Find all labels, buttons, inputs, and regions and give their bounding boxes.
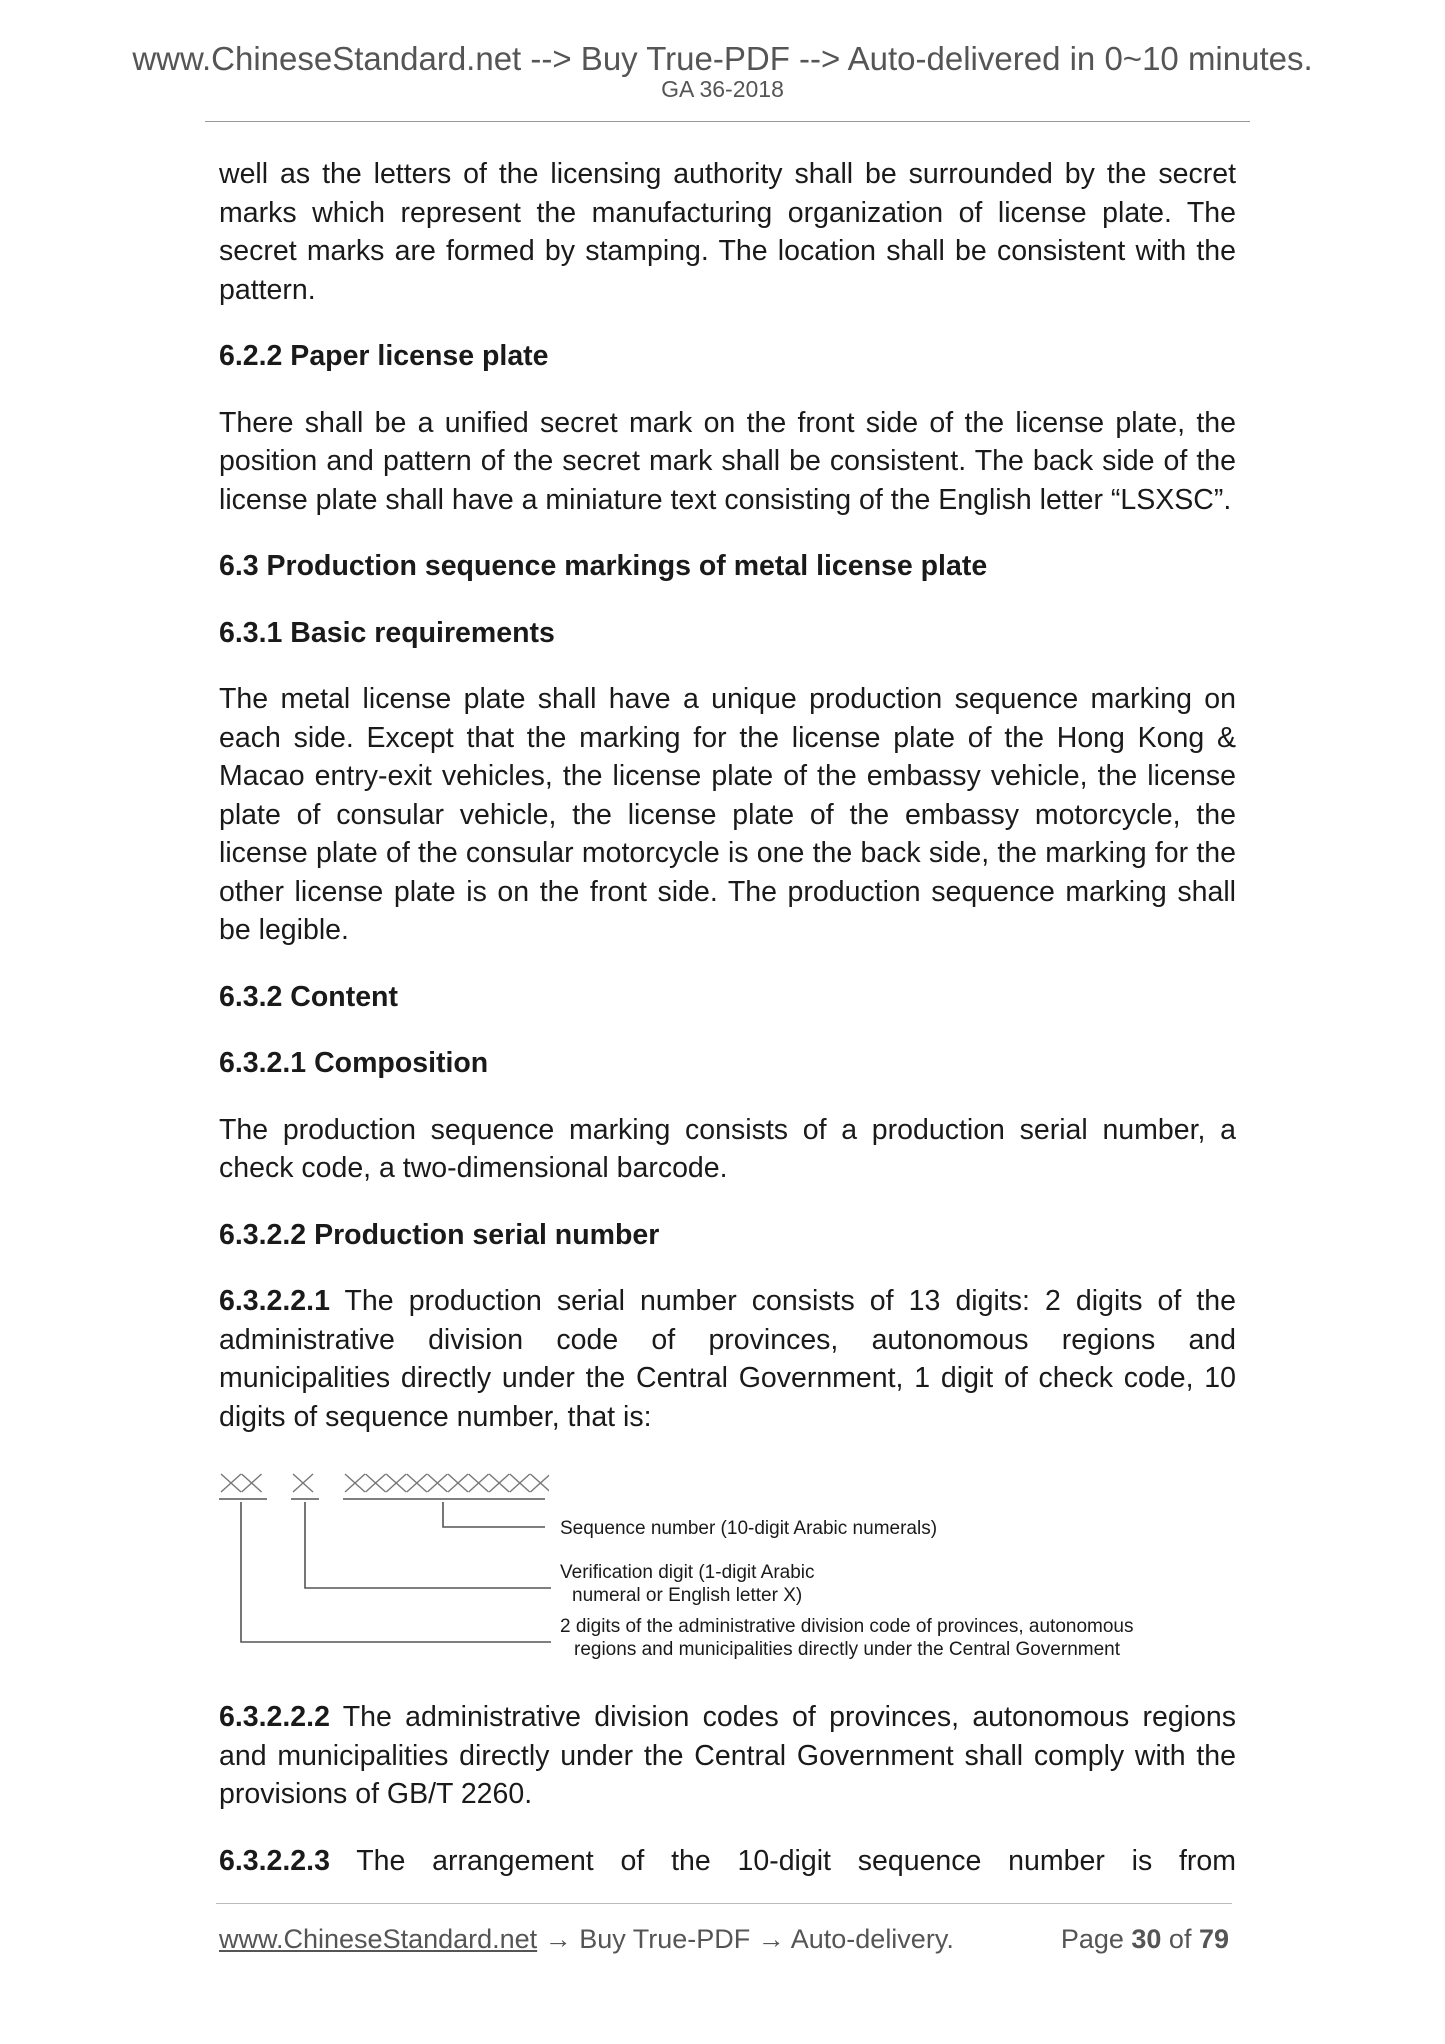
section-heading-6-3: 6.3 Production sequence markings of metal license plate [219,550,988,582]
label-verification-digit-cont: numeral or English letter X) [572,1585,803,1606]
section-heading-6-3-1: 6.3.1 Basic requirements [219,616,555,649]
label-sequence-number: Sequence number (10-digit Arabic numerals) [560,1518,938,1539]
top-banner: www.ChineseStandard.net --> Buy True-PDF --> Auto-delivered in 0~10 minutes. [132,40,1313,77]
clause-number: 6.3.2.2.3 [219,1844,330,1877]
clause-number: 6.3.2.2.2 [219,1701,330,1733]
section-heading-6-3-2-2: 6.3.2.2 Production serial number [219,1218,660,1251]
serial-placeholder-glyphs [219,1470,549,1498]
serial-number-diagram [219,1464,1236,1676]
clause-text: The arrangement of the 10-digit sequence number is from [329,1844,1236,1877]
clause-text: The production serial number consists of 13 digits: 2 digits of the administrative division code of provinces, autonomous regions and municipalities directly under the Central Government, 1 digit of check code, 10 digits of sequence number, that is: [219,1285,1236,1433]
page-footer [219,1924,1229,1955]
paragraph: The production sequence marking consists of a production serial number, a check code, a two-dimensional barcode. [219,1113,1236,1184]
clause-number: 6.3.2.2.1 [219,1285,330,1317]
footer-link[interactable]: www.ChineseStandard.net [219,1924,538,1954]
section-heading-6-3-2-1: 6.3.2.1 Composition [219,1047,489,1079]
page-indicator: Page 30 of 79 [1060,1924,1229,1954]
header-divider [205,121,1250,122]
paragraph: well as the letters of the licensing authority shall be surrounded by the secret marks which represent the manufacturing organization of license plate. The secret marks are formed by stamping. The location shall be consistent with the pattern. [219,158,1236,306]
label-admin-division-code-cont: regions and municipalities directly under the Central Government [574,1639,1120,1660]
document-code: GA 36-2018 [661,76,784,102]
section-heading-6-2-2: 6.2.2 Paper license plate [219,340,549,372]
paragraph [219,1842,1236,1881]
footer-divider [216,1903,1232,1904]
total-pages: 79 [1198,1924,1229,1954]
footer-text: → Buy True-PDF → Auto-delivery. [537,1924,954,1954]
label-admin-division-code: 2 digits of the administrative division code of provinces, autonomous [560,1616,1134,1637]
paragraph: The metal license plate shall have a unique production sequence marking on each side. Except that the marking for the license plate of the Hong Kong & Macao entry-exit vehicles, the license plate of the embassy vehicle, the license plate of consular vehicle, the license plate of the embassy motorcycle, the license plate of the consular motorcycle is one the back side, the marking for the other license plate is on the front side. The production sequence marking shall be legible. [219,683,1236,946]
page-content [219,155,1236,1908]
label-verification-digit: Verification digit (1-digit Arabic [560,1562,815,1583]
clause-text: The administrative division codes of provinces, autonomous regions and municipalities directly under the Central Government shall comply with the provisions of GB/T 2260. [219,1701,1236,1810]
paragraph: There shall be a unified secret mark on the front side of the license plate, the position and pattern of the secret mark shall be consistent. The back side of the license plate shall have a miniature text consisting of the English letter “LSXSC”. [219,406,1236,516]
paragraph [219,1282,1236,1436]
current-page: 30 [1131,1924,1162,1954]
paragraph [219,1698,1236,1814]
section-heading-6-3-2: 6.3.2 Content [219,980,398,1013]
